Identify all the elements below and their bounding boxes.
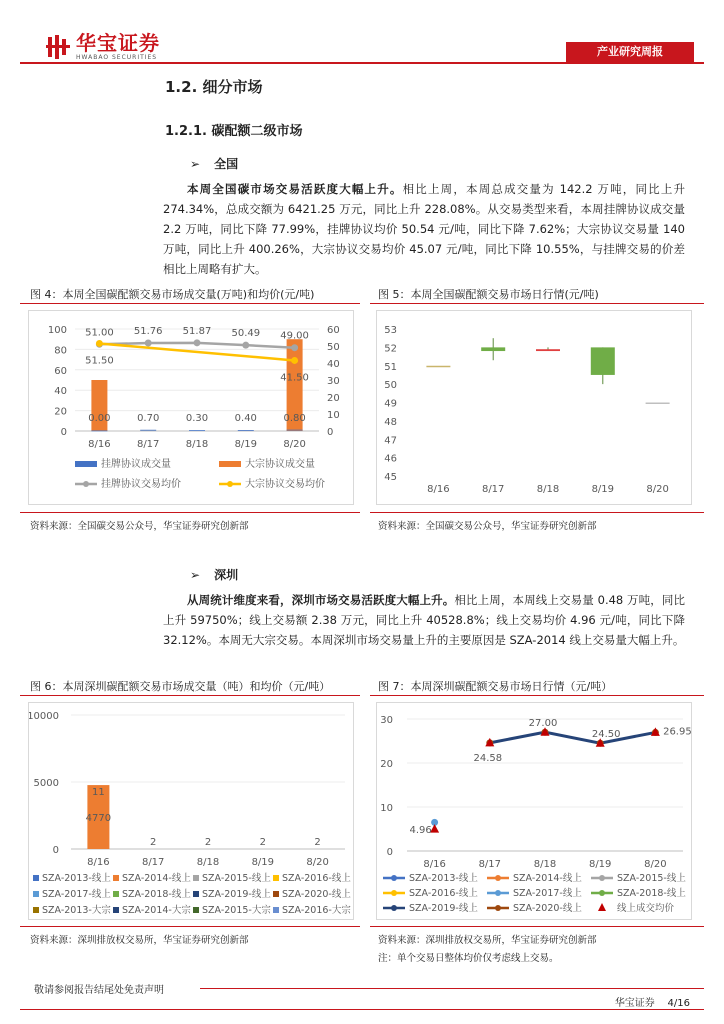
brand-mark-icon <box>46 34 72 60</box>
y-tick-label: 20 <box>380 759 393 770</box>
legend-swatch <box>273 891 279 897</box>
subsection-title: 1.2.1. 碳配额二级市场 <box>165 124 303 139</box>
bar-guapai <box>189 430 205 431</box>
brand-name-en: HWABAO SECURITIES <box>76 54 158 61</box>
bar-guapai <box>238 430 254 431</box>
candle-body <box>481 347 505 351</box>
x-tick-label: 8/16 <box>87 857 110 868</box>
arrow-bullet-icon: ➢ <box>190 157 201 171</box>
line-sza2019 <box>490 732 656 743</box>
legend-marker <box>391 890 397 896</box>
legend-label: SZA-2016-大宗 <box>282 905 351 916</box>
y-tick-label-right: 50 <box>327 342 340 353</box>
fig5-caption: 图 5：本周全国碳配额交易市场日行情(元/吨) <box>378 288 599 301</box>
fig5-source-rule <box>370 512 704 513</box>
bar-guapai <box>140 430 156 431</box>
legend-swatch <box>33 891 39 897</box>
footer-rule-bottom <box>20 1009 704 1010</box>
x-tick-label: 8/18 <box>185 439 209 450</box>
point-data-label: 4.96 <box>409 825 432 837</box>
y-tick-label-right: 20 <box>327 393 340 404</box>
bar-guapai <box>91 431 107 432</box>
x-tick-label: 8/17 <box>478 859 502 870</box>
y-tick-label: 52 <box>384 343 397 355</box>
bar-data-label: 0.70 <box>137 413 160 424</box>
brand-name: 华宝证券 <box>76 31 160 55</box>
legend-label: SZA-2017-线上 <box>42 889 111 900</box>
y-tick-label: 45 <box>384 472 397 483</box>
bar-top-label: 2 <box>150 837 157 848</box>
dazong-data-label: 41.50 <box>280 372 309 384</box>
y-tick-label-left: 60 <box>54 365 67 377</box>
national-paragraph <box>163 179 685 279</box>
y-tick-label-left: 0 <box>60 427 67 438</box>
candle-body <box>426 366 450 368</box>
legend-label: SZA-2020-线上 <box>513 903 582 914</box>
legend-label: SZA-2019-线上 <box>202 889 271 900</box>
legend-swatch <box>273 907 279 913</box>
legend-label: 大宗协议成交量 <box>245 459 315 470</box>
fig7-caption-rule <box>370 695 704 696</box>
line-data-label: 51.00 <box>85 327 114 339</box>
y-tick-label: 10 <box>380 803 393 814</box>
legend-marker <box>495 905 501 911</box>
y-tick-label-left: 80 <box>54 345 67 357</box>
footer-brand: 华宝证券 <box>614 998 655 1009</box>
region-heading-national: ➢ 全国 <box>190 157 239 171</box>
legend-marker <box>599 890 605 896</box>
fig6-source: 资料来源：深圳排放权交易所，华宝证券研究创新部 <box>30 935 249 946</box>
shenzhen-body: 相比上周，本周线上交易量 0.48 万吨，同比上升 59750%；线上交易额 2.38 万元，同比上升 40528.8%；线上交易均价 4.96 元/吨，同比下降 32.12%。本周无大宗交易。本周深圳市场交易量上升的主要原因是 SZA-2014 线上交易量大幅上升。 <box>163 593 686 647</box>
x-tick-label: 8/18 <box>536 484 560 495</box>
x-tick-label: 8/18 <box>196 857 220 868</box>
x-tick-label: 8/20 <box>283 439 306 450</box>
legend-label: SZA-2020-线上 <box>282 889 351 900</box>
legend-marker <box>495 875 501 881</box>
legend-label: SZA-2016-线上 <box>409 888 478 899</box>
y-tick-label: 10000 <box>29 711 59 722</box>
x-tick-label: 8/20 <box>306 857 329 868</box>
fig6-chart <box>28 702 354 920</box>
line-data-label: 51.87 <box>182 325 212 337</box>
bar-data-label: 0.80 <box>283 413 306 424</box>
fig4-source: 资料来源：全国碳交易公众号，华宝证券研究创新部 <box>30 521 249 532</box>
legend-swatch <box>33 875 39 881</box>
dazong-data-label: 51.50 <box>85 355 114 367</box>
candle-body <box>591 347 615 375</box>
bar-top-label: 2 <box>204 837 212 848</box>
x-tick-label: 8/16 <box>427 484 450 495</box>
legend-label: SZA-2015-线上 <box>202 873 271 884</box>
fig5-chart-svg <box>377 311 693 506</box>
x-tick-label: 8/17 <box>136 439 160 450</box>
y-tick-label: 0 <box>386 847 393 858</box>
legend-swatch <box>193 875 199 881</box>
legend-label: SZA-2015-线上 <box>617 873 686 884</box>
legend-swatch <box>219 461 241 467</box>
section-title: 1.2. 细分市场 <box>165 78 263 96</box>
legend-label: SZA-2016-线上 <box>282 873 351 884</box>
legend-swatch <box>113 875 119 881</box>
x-tick-label: 8/17 <box>481 484 505 495</box>
legend-marker <box>599 875 605 881</box>
legend-label: SZA-2014-大宗 <box>122 905 191 916</box>
x-tick-label: 8/19 <box>591 484 615 495</box>
footer-rule <box>200 988 704 989</box>
bar-data-label: 0.40 <box>234 413 257 424</box>
footer-page <box>615 994 690 1009</box>
legend-label: 挂牌协议交易均价 <box>101 479 181 490</box>
y-tick-label: 46 <box>384 453 397 465</box>
x-tick-label: 8/16 <box>423 859 446 870</box>
footer-disclaimer: 敬请参阅报告结尾处免责声明 <box>34 985 164 996</box>
fig7-source-rule <box>370 926 704 927</box>
bar-top-label: 2 <box>314 837 321 848</box>
legend-swatch <box>33 907 39 913</box>
legend-label: 大宗协议交易均价 <box>245 479 325 490</box>
legend-label: SZA-2015-大宗 <box>202 905 271 916</box>
legend-marker <box>227 481 233 487</box>
shenzhen-paragraph <box>163 590 685 650</box>
fig6-caption-rule <box>20 695 360 696</box>
bar-data-label: 0.30 <box>185 413 209 424</box>
x-tick-label: 8/16 <box>88 439 111 450</box>
line-data-label: 51.76 <box>133 326 163 338</box>
point-data-label: 27.00 <box>528 718 558 730</box>
fig7-chart <box>376 702 692 920</box>
region-heading-shenzhen: ➢ 深圳 <box>190 568 239 582</box>
bar-inner-label: 4770 <box>85 813 112 825</box>
bar-data-label: 0.00 <box>88 413 111 424</box>
shenzhen-lead: 从周统计维度来看，深圳市场交易活跃度大幅上升。 <box>187 593 455 607</box>
fig5-caption-rule <box>370 303 704 304</box>
fig7-source: 资料来源：深圳排放权交易所，华宝证券研究创新部 <box>378 935 597 946</box>
fig7-chart-svg <box>377 703 693 921</box>
legend-swatch <box>193 907 199 913</box>
legend-swatch <box>75 461 97 467</box>
report-type-badge: 产业研究周报 <box>566 42 694 62</box>
arrow-bullet-icon: ➢ <box>190 568 201 582</box>
y-tick-label: 50 <box>384 380 397 392</box>
legend-marker <box>391 905 397 911</box>
x-tick-label: 8/19 <box>251 857 275 868</box>
legend-label: SZA-2013-线上 <box>409 873 478 884</box>
bar-top-label: 11 <box>92 787 105 799</box>
legend-marker <box>391 875 397 881</box>
x-tick-label: 8/20 <box>646 484 669 495</box>
candle-body <box>646 403 670 405</box>
point-dazong-price <box>96 340 103 347</box>
x-tick-label: 8/20 <box>644 859 667 870</box>
national-body: 相比上周，本周总成交量为 142.2 万吨，同比上升 274.34%，总成交额为 6421.25 万元，同比上升 228.08%。从交易类型来看，本周挂牌协议成交量 2.2 万吨，同比下降 77.99%，挂牌协议均价 50.54 元/吨，同比下降 7.62%；大宗协议交易量 140 万吨，同比上升 400.26%，大宗协议交易均价 45.07 元/吨，同比下降 10.55%，与挂牌交易的价差相比上周略有扩大。 <box>163 182 685 276</box>
legend-label: SZA-2014-线上 <box>122 873 191 884</box>
y-tick-label-right: 10 <box>327 410 340 421</box>
point-data-label: 24.58 <box>473 752 503 764</box>
legend-label: SZA-2018-线上 <box>617 888 686 899</box>
legend-label: SZA-2018-线上 <box>122 889 191 900</box>
header-rule <box>20 62 704 64</box>
point-data-label: 24.50 <box>591 729 621 741</box>
legend-label: 线上成交均价 <box>617 903 675 914</box>
footer-page-number: 4/16 <box>667 998 690 1009</box>
legend-label: SZA-2019-线上 <box>409 903 478 914</box>
y-tick-label-right: 0 <box>327 427 334 438</box>
fig6-source-rule <box>20 926 360 927</box>
y-tick-label-left: 100 <box>47 325 67 336</box>
legend-label: SZA-2014-线上 <box>513 873 582 884</box>
y-tick-label-right: 40 <box>327 359 340 370</box>
y-tick-label: 30 <box>380 715 393 726</box>
legend-marker <box>495 890 501 896</box>
fig7-note: 注：单个交易日整体均价仅考虑线上交易。 <box>378 953 559 964</box>
line-data-label: 49.00 <box>280 330 309 342</box>
fig5-source: 资料来源：全国碳交易公众号，华宝证券研究创新部 <box>378 521 597 532</box>
x-tick-label: 8/17 <box>141 857 165 868</box>
point-guapai-price <box>145 340 152 347</box>
y-tick-label-right: 60 <box>327 325 340 336</box>
fig6-chart-svg <box>29 703 355 921</box>
y-tick-label-right: 30 <box>327 376 340 387</box>
fig4-caption-rule <box>20 303 360 304</box>
candle-body <box>536 349 560 351</box>
line-data-label: 50.49 <box>231 328 261 340</box>
y-tick-label: 51 <box>384 361 397 373</box>
point-data-label: 26.95 <box>663 726 692 738</box>
y-tick-label-left: 20 <box>54 406 67 418</box>
y-tick-label: 49 <box>384 398 397 410</box>
legend-label: SZA-2017-线上 <box>513 888 582 899</box>
national-lead: 本周全国碳市场交易活跃度大幅上升。 <box>187 182 403 196</box>
bar-guapai <box>287 430 303 431</box>
fig4-chart-svg <box>29 311 355 506</box>
y-tick-label: 5000 <box>33 778 59 789</box>
legend-swatch <box>193 891 199 897</box>
x-tick-label: 8/19 <box>588 859 612 870</box>
x-tick-label: 8/19 <box>234 439 258 450</box>
legend-label: 挂牌协议成交量 <box>101 459 171 470</box>
fig7-caption: 图 7：本周深圳碳配额交易市场日行情（元/吨） <box>378 680 613 693</box>
point-guapai-price <box>194 339 201 346</box>
legend-swatch <box>113 891 119 897</box>
fig5-chart <box>376 310 692 505</box>
legend-marker <box>598 903 606 911</box>
legend-marker <box>83 481 89 487</box>
brand-logo <box>46 32 160 61</box>
x-tick-label: 8/18 <box>533 859 557 870</box>
y-tick-label: 0 <box>52 845 59 856</box>
bar-top-label: 2 <box>259 837 266 848</box>
point-dazong-price <box>291 357 298 364</box>
y-tick-label: 47 <box>384 435 397 447</box>
fig4-source-rule <box>20 512 360 513</box>
y-tick-label: 48 <box>384 416 397 428</box>
fig4-chart <box>28 310 354 505</box>
point-guapai-price <box>291 344 298 351</box>
legend-label: SZA-2013-线上 <box>42 873 111 884</box>
fig4-caption: 图 4：本周全国碳配额交易市场成交量(万吨)和均价(元/吨) <box>30 288 315 301</box>
legend-label: SZA-2013-大宗 <box>42 905 111 916</box>
fig6-caption: 图 6：本周深圳碳配额交易市场成交量（吨）和均价（元/吨） <box>30 680 331 693</box>
y-tick-label: 53 <box>384 325 397 336</box>
legend-swatch <box>273 875 279 881</box>
y-tick-label-left: 40 <box>54 386 67 398</box>
point-guapai-price <box>242 342 249 349</box>
legend-swatch <box>113 907 119 913</box>
